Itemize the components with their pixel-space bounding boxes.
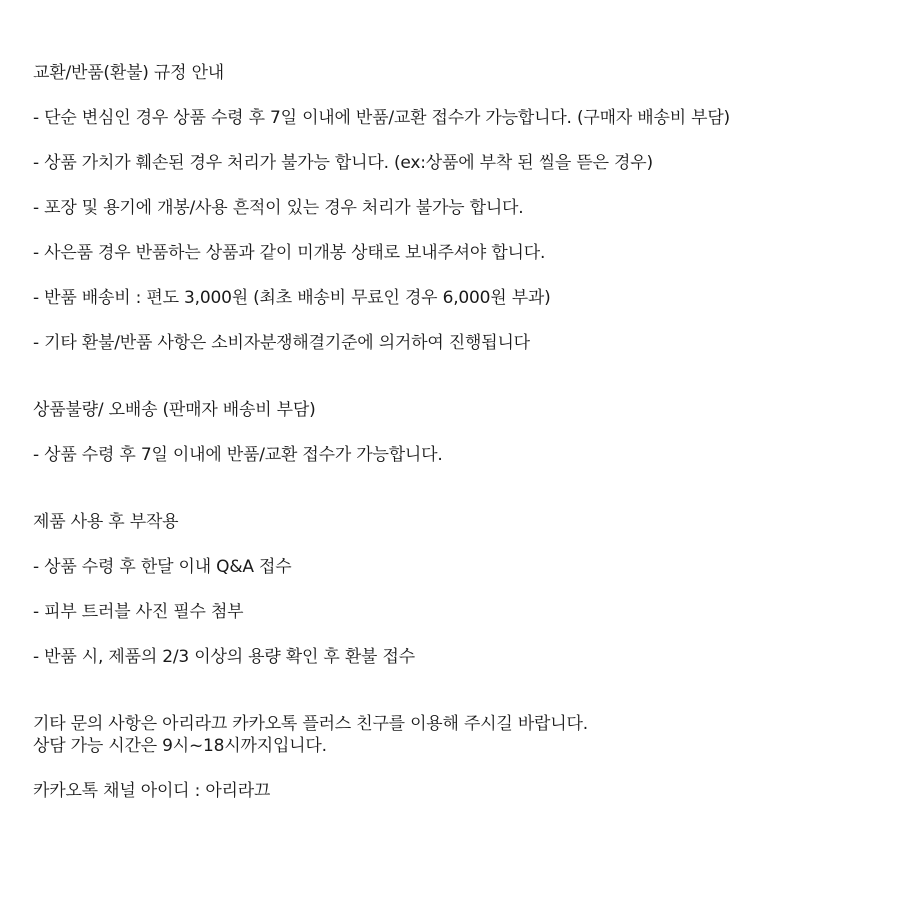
section-return-policy — [33, 62, 873, 354]
section-defect-misdelivery — [33, 399, 873, 466]
policy-item: - 사은품 경우 반품하는 상품과 같이 미개봉 상태로 보내주셔야 합니다. — [33, 243, 546, 263]
contact-inquiry-text: 기타 문의 사항은 아리라끄 카카오톡 플러스 친구를 이용해 주시길 바랍니다. — [33, 714, 588, 734]
policy-item: - 상품 수령 후 7일 이내에 반품/교환 접수가 가능합니다. — [33, 445, 443, 465]
return-policy-document — [33, 62, 873, 802]
policy-item: - 기타 환불/반품 사항은 소비자분쟁해결기준에 의거하여 진행됩니다 — [33, 333, 530, 353]
section-side-effects — [33, 511, 873, 668]
section-heading-return-policy: 교환/반품(환불) 규정 안내 — [33, 63, 225, 83]
policy-item: - 피부 트러블 사진 필수 첨부 — [33, 602, 244, 622]
policy-item: - 단순 변심인 경우 상품 수령 후 7일 이내에 반품/교환 접수가 가능합니다. (구매자 배송비 부담) — [33, 108, 730, 128]
contact-info — [33, 713, 873, 802]
section-heading-defect: 상품불량/ 오배송 (판매자 배송비 부담) — [33, 400, 316, 420]
policy-item: - 포장 및 용기에 개봉/사용 흔적이 있는 경우 처리가 불가능 합니다. — [33, 198, 524, 218]
section-heading-side-effects: 제품 사용 후 부작용 — [33, 512, 179, 532]
contact-hours-text: 상담 가능 시간은 9시~18시까지입니다. — [33, 736, 327, 756]
policy-item: - 상품 수령 후 한달 이내 Q&A 접수 — [33, 557, 292, 577]
kakao-channel-id-text: 카카오톡 채널 아이디 : 아리라끄 — [33, 781, 271, 801]
policy-item: - 상품 가치가 훼손된 경우 처리가 불가능 합니다. (ex:상품에 부착 된 씰을 뜯은 경우) — [33, 153, 653, 173]
policy-item: - 반품 배송비 : 편도 3,000원 (최초 배송비 무료인 경우 6,000원 부과) — [33, 288, 551, 308]
policy-item: - 반품 시, 제품의 2/3 이상의 용량 확인 후 환불 접수 — [33, 647, 415, 667]
